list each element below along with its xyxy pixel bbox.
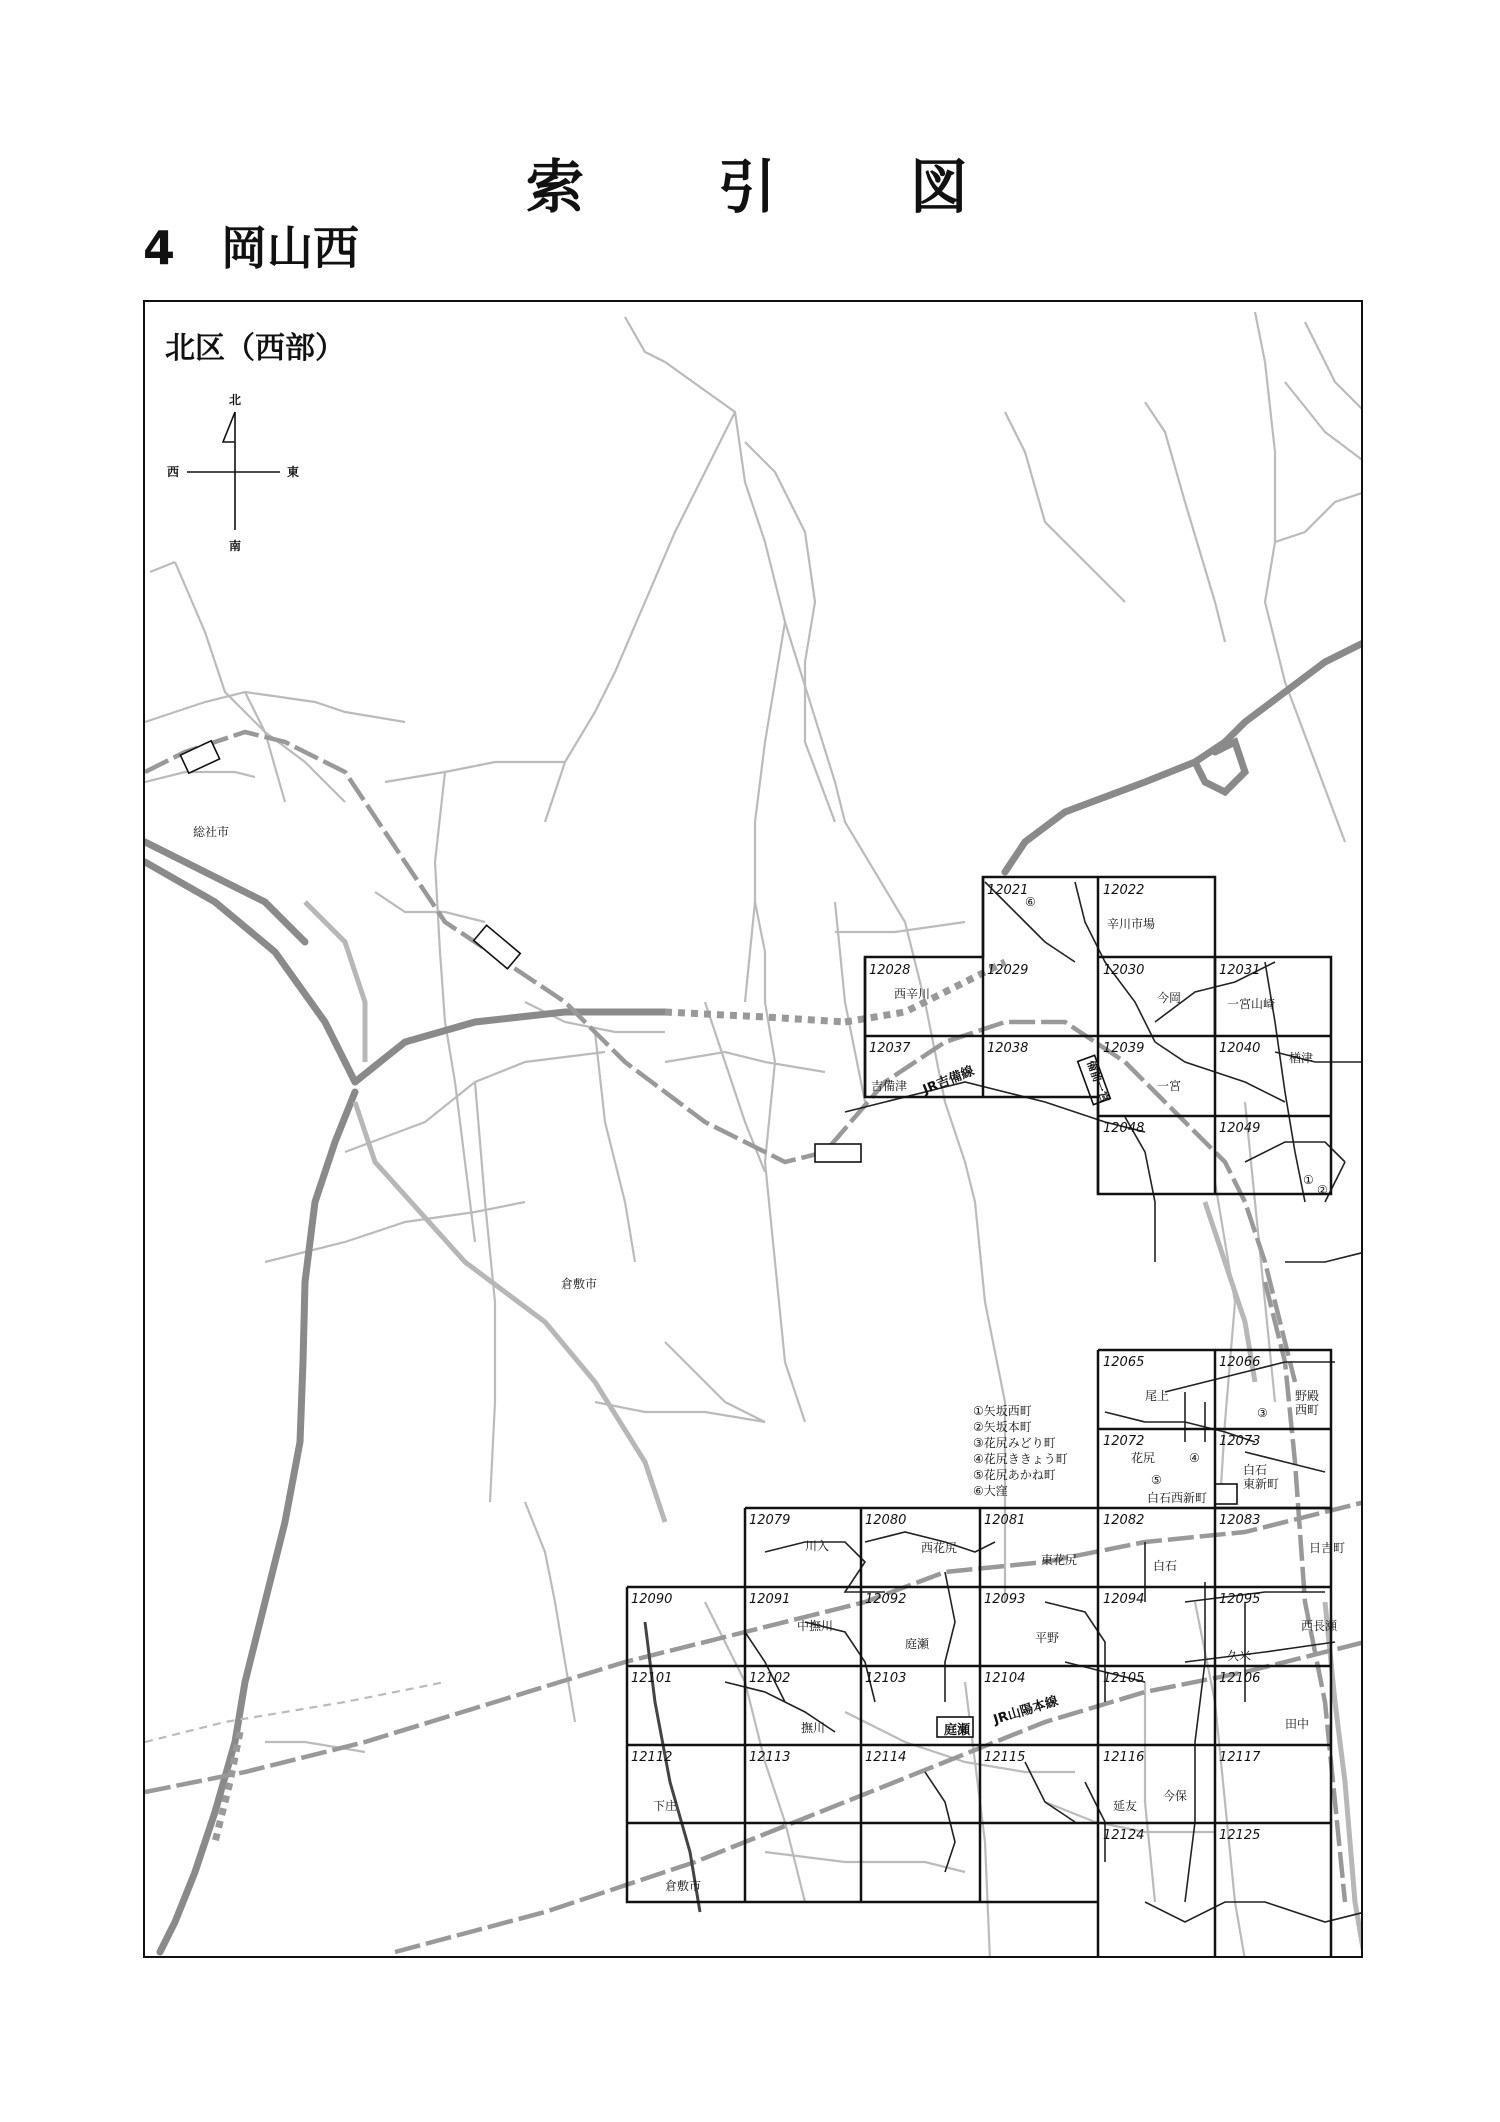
index-map [145, 302, 1363, 1958]
cell-number: 12124 [1103, 1828, 1145, 1843]
cell-number: 12040 [1219, 1041, 1261, 1056]
cell-number: 12049 [1219, 1121, 1261, 1136]
place-name: 東花尻 [1041, 1553, 1078, 1567]
cell-number: 12072 [1103, 1434, 1145, 1449]
minor-roads [145, 312, 1363, 1958]
kibi-line-label: JR吉備線 [920, 1063, 977, 1098]
place-name: 久米 [1227, 1649, 1252, 1663]
cell-number: 12030 [1103, 963, 1145, 978]
cell-number: 12031 [1219, 963, 1261, 978]
cell-number: 12102 [749, 1671, 791, 1686]
cell-number: 12021 [987, 883, 1029, 898]
cell-number: 12105 [1103, 1671, 1145, 1686]
place-name: 庭瀬 [905, 1637, 930, 1651]
cell-numbers [631, 883, 1261, 1843]
cell-number: 12073 [1219, 1434, 1261, 1449]
cell-number: 12048 [1103, 1121, 1145, 1136]
station-marker [474, 925, 521, 969]
niwase-station-label: 庭瀬 [944, 1723, 971, 1738]
place-name: 日吉町 [1309, 1541, 1346, 1555]
cell-number: 12094 [1103, 1592, 1145, 1607]
cell-number: 12103 [865, 1671, 907, 1686]
page-subtitle: 4 岡山西 [143, 221, 360, 275]
cell-number: 12065 [1103, 1355, 1145, 1370]
marker-2: ② [1317, 1183, 1328, 1197]
area-title: 北区（西部） [165, 331, 345, 366]
cell-number: 12037 [869, 1041, 911, 1056]
legend-item: ②矢坂本町 [973, 1420, 1032, 1434]
cell-number: 12101 [631, 1671, 673, 1686]
marker-5: ⑤ [1151, 1473, 1162, 1487]
place-name: 下庄 [653, 1799, 678, 1813]
legend-item: ⑤花尻あかね町 [973, 1468, 1056, 1482]
cell-number: 12092 [865, 1592, 907, 1607]
cell-number: 12115 [984, 1750, 1026, 1765]
compass-south: 南 [229, 539, 242, 553]
cell-number: 12112 [631, 1750, 673, 1765]
place-name: 撫川 [801, 1721, 826, 1735]
bizen-ichinomiya-station-label: 備前一宮 [1084, 1058, 1112, 1105]
cell-number: 12083 [1219, 1513, 1261, 1528]
place-name: 平野 [1035, 1631, 1060, 1645]
cell-number: 12090 [631, 1592, 673, 1607]
place-name: 白石西新町 [1147, 1491, 1208, 1505]
compass-rose [167, 393, 299, 553]
place-name: 野殿西町 [1295, 1389, 1320, 1417]
place-name: 吉備津 [871, 1079, 908, 1093]
place-name: 尾上 [1145, 1389, 1170, 1403]
cell-number: 12091 [749, 1592, 791, 1607]
marker-1: ① [1303, 1173, 1314, 1187]
place-name: 今岡 [1157, 991, 1182, 1005]
place-name: 西長瀬 [1301, 1619, 1338, 1633]
line-labels [920, 1058, 1113, 1738]
legend-item: ④花尻ききょう町 [973, 1452, 1068, 1466]
cell-number: 12093 [984, 1592, 1026, 1607]
place-name: 白石東新町 [1243, 1463, 1280, 1491]
marker-6: ⑥ [1025, 895, 1036, 909]
sanyo-line-label: JR山陽本線 [991, 1693, 1061, 1728]
place-name: 今保 [1163, 1789, 1188, 1803]
place-name: 花尻 [1131, 1451, 1156, 1465]
cell-number: 12081 [984, 1513, 1026, 1528]
legend-item: ⑥大窪 [973, 1484, 1008, 1498]
place-name: 西辛川 [894, 987, 931, 1001]
cell-number: 12104 [984, 1671, 1026, 1686]
cell-number: 12038 [987, 1041, 1029, 1056]
cell-number: 12039 [1103, 1041, 1145, 1056]
marker-3: ③ [1257, 1406, 1268, 1420]
place-name: 西花尻 [921, 1541, 958, 1555]
legend-item: ③花尻みどり町 [973, 1436, 1056, 1450]
place-name: 倉敷市 [665, 1879, 702, 1893]
cell-number: 12022 [1103, 883, 1145, 898]
place-names [193, 824, 1345, 1893]
cell-number: 12114 [865, 1750, 907, 1765]
place-name: 田中 [1285, 1717, 1310, 1731]
place-name: 辛川市場 [1107, 917, 1156, 931]
place-name: 延友 [1113, 1799, 1138, 1813]
cell-number: 12066 [1219, 1355, 1261, 1370]
place-name: 倉敷市 [561, 1277, 598, 1291]
cell-number: 12095 [1219, 1592, 1261, 1607]
compass-north: 北 [229, 393, 242, 407]
circled-markers [1025, 895, 1328, 1487]
cell-number: 12116 [1103, 1750, 1145, 1765]
place-name: 一宮 [1157, 1079, 1182, 1093]
marker-4: ④ [1189, 1451, 1200, 1465]
place-name: 一宮山崎 [1227, 997, 1276, 1011]
cell-number: 12028 [869, 963, 911, 978]
cell-number: 12106 [1219, 1671, 1261, 1686]
place-name: 中撫川 [797, 1619, 834, 1633]
marker-legend [973, 1403, 1068, 1498]
cell-number: 12080 [865, 1513, 907, 1528]
station-marker [180, 741, 219, 773]
map-frame [143, 300, 1363, 1958]
place-name: 総社市 [193, 825, 230, 839]
cell-number: 12082 [1103, 1513, 1145, 1528]
station-marker [1215, 1484, 1237, 1504]
north-arrow-icon [223, 412, 235, 442]
station-marker [815, 1144, 861, 1162]
cell-number: 12113 [749, 1750, 791, 1765]
compass-west: 西 [167, 465, 180, 479]
place-name: 川入 [805, 1539, 830, 1553]
cell-number: 12117 [1219, 1750, 1261, 1765]
cell-number: 12125 [1219, 1828, 1261, 1843]
cell-number: 12029 [987, 963, 1029, 978]
place-name: 楢津 [1289, 1051, 1314, 1065]
place-name: 白石 [1153, 1559, 1178, 1573]
compass-east: 東 [287, 465, 300, 479]
page-title: 索 引 図 [525, 153, 974, 221]
cell-number: 12079 [749, 1513, 791, 1528]
legend-item: ①矢坂西町 [973, 1404, 1032, 1418]
